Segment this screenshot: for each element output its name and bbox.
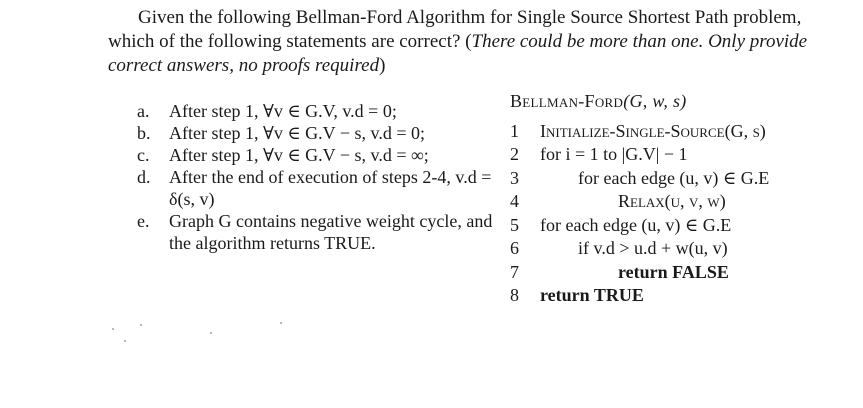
- option-letter: a.: [137, 101, 150, 121]
- question-line-3-italic: correct answers, no proofs required: [108, 55, 380, 76]
- line-number: 6: [510, 238, 519, 258]
- pseudocode-line-3: [510, 167, 855, 191]
- option-text: After the end of execution of steps 2-4, v.d = δ(s, v): [169, 167, 492, 209]
- line-code: for i = 1 to |G.V| − 1: [540, 144, 688, 164]
- pseudocode-line-6: [510, 237, 855, 261]
- line-number: 1: [510, 120, 519, 141]
- pseudocode-line-4: [510, 190, 855, 214]
- pseudocode-line-1: [510, 120, 855, 144]
- scan-speck: [112, 328, 114, 330]
- line-number: 2: [510, 144, 519, 164]
- pseudocode-line-7: [510, 261, 855, 285]
- option-text: After step 1, ∀v ∈ G.V − s, v.d = ∞;: [169, 145, 429, 165]
- option-a: [137, 100, 497, 122]
- question-line-2-italic: There could be more than one. Only provide: [471, 31, 808, 52]
- line-number: 7: [510, 261, 519, 282]
- option-b: [137, 122, 497, 144]
- line-code: Initialize-Single-Source(G, s): [540, 120, 766, 141]
- bellman-ford-pseudocode: [510, 90, 855, 308]
- option-letter: e.: [137, 211, 150, 231]
- line-code: for each edge (u, v) ∈ G.E: [540, 214, 732, 235]
- option-d: [137, 166, 497, 210]
- line-number: 8: [510, 285, 519, 305]
- scan-speck: [140, 324, 142, 326]
- question-line-3: [108, 54, 853, 78]
- line-code: Relax(u, v, w): [618, 191, 726, 211]
- pseudocode-line-2: [510, 143, 855, 167]
- line-code: return FALSE: [618, 261, 729, 282]
- line-number: 4: [510, 191, 519, 211]
- pseudocode-line-5: [510, 214, 855, 238]
- line-number: 5: [510, 214, 519, 235]
- algorithm-title: [510, 90, 855, 114]
- option-letter: c.: [137, 145, 150, 165]
- line-code: if v.d > u.d + w(u, v): [578, 238, 728, 258]
- pseudocode-line-8: [510, 284, 855, 308]
- algorithm-name: Bellman-Ford: [510, 91, 624, 111]
- line-number: 3: [510, 167, 519, 188]
- question-line-2: [108, 30, 853, 54]
- scan-speck: [210, 332, 212, 334]
- scan-speck: [280, 322, 282, 324]
- option-e: [137, 210, 497, 254]
- question-line-3-close: ): [379, 55, 386, 76]
- option-text: Graph G contains negative weight cycle, and the algorithm returns TRUE.: [169, 211, 493, 253]
- answer-options: [137, 100, 497, 254]
- question-line-1: Given the following Bellman-Ford Algorithm for Single Source Shortest Path problem,: [138, 7, 802, 28]
- option-text: After step 1, ∀v ∈ G.V − s, v.d = 0;: [169, 123, 425, 143]
- option-c: [137, 144, 497, 166]
- line-code: return TRUE: [540, 285, 644, 305]
- scan-specks: [110, 318, 310, 358]
- algorithm-args: (G, w, s): [623, 91, 687, 111]
- question-line-2-plain: which of the following statements are correct? (: [108, 31, 472, 52]
- line-code: for each edge (u, v) ∈ G.E: [578, 167, 770, 188]
- option-letter: b.: [137, 123, 151, 143]
- question-text: [108, 6, 853, 78]
- option-text: After step 1, ∀v ∈ G.V, v.d = 0;: [169, 101, 397, 121]
- option-letter: d.: [137, 167, 151, 187]
- scan-speck: [124, 340, 126, 342]
